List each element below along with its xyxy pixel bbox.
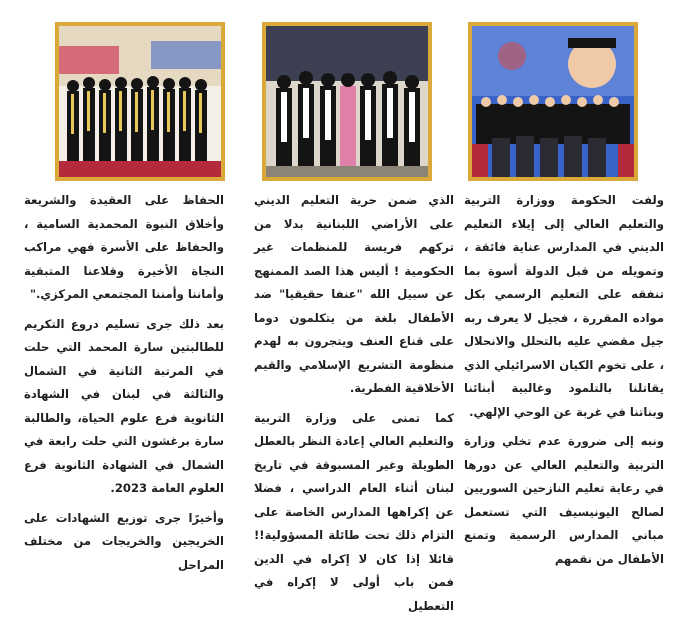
paragraph: وأخيرًا جرى توزيع الشهادات على الخريجين والخريجات من مختلف المراحل (24, 507, 224, 578)
graduation-photo-3 (468, 22, 638, 181)
article-column-middle (254, 189, 454, 441)
graduation-ceremony-image (59, 26, 221, 177)
paragraph: ونبه إلى ضرورة عدم تخلي وزارة التربية والتعليم العالي عن دورها في رعاية تعليم النازحين السوريين لصالح اليونيسيف التي تستعمل مباني المدارس الرسمية وتمنع الأطفال من نقمهم (464, 430, 664, 571)
paragraph: بعد ذلك جرى تسليم دروع التكريم للطالبتين سارة المحمد التي حلت في المرتبة الثانية في الشمال والثالثة في لبنان في الشهادة الثانوية فرع علوم الحياة، والطالبة سارة برغشون التي حلت رابعة في الشمال في الشهادة الثانوية فرع العلوم العامة 2023. (24, 313, 224, 501)
paragraph: الذي ضمن حرية التعليم الديني على الأراضي اللبنانية بدلا من تركهم فريسة للمنظمات غير الحكومية ! أليس هذا الصد الممنهج عن سبيل الله "عنفا حقيقيا" ضد الأطفال بلغة من يتكلمون دوما على قناع العنف ويتجرون به لهدم منظومة التشريع الإسلامي والقيم الأخلاقية الفطرية. (254, 189, 454, 401)
graduation-ceremony-image (266, 26, 428, 177)
article-column-right (464, 189, 664, 441)
graduation-photo-2 (262, 22, 432, 181)
article-column-left (24, 189, 224, 441)
paragraph: ولفت الحكومة ووزارة التربية والتعليم العالي إلى إيلاء التعليم الديني في المدارس عناية فائقة ، وتمويله من قبل الدولة أسوة بما تنفقه على التعليم الرسمي بكل مواده المقررة ، فجيل لا يعرف ربه جيل مقضي عليه بالتحلل والانحلال ، على تخوم الكيان الاسرائيلي الذي يقاتلنا بالتلمود وغالبية أبنائنا وبناتنا في غربة عن الوحي الإلهي. (464, 189, 664, 424)
paragraph: كما تمنى على وزارة التربية والتعليم العالي إعادة النظر بالعطل الطويلة وغير المسبوقة في تاريخ لبنان أثناء العام الدراسي ، فضلا عن إكراهها المدارس الخاصة على التزام ذلك تحت طائلة المسؤولية!! قائلا إذا كان لا إكراه في الدين فمن باب أولى لا إكراه في التعطيل (254, 407, 454, 618)
paragraph: الحفاظ على العقيدة والشريعة وأخلاق النبوة المحمدية السامية ، والحفاظ على الأسرة فهي مراكب النجاة الأخيرة وقلاعنا المتبقية وأماننا وأمننا المجتمعي المركزي." (24, 189, 224, 307)
graduation-ceremony-image (472, 26, 634, 177)
graduation-photo-1 (55, 22, 225, 181)
